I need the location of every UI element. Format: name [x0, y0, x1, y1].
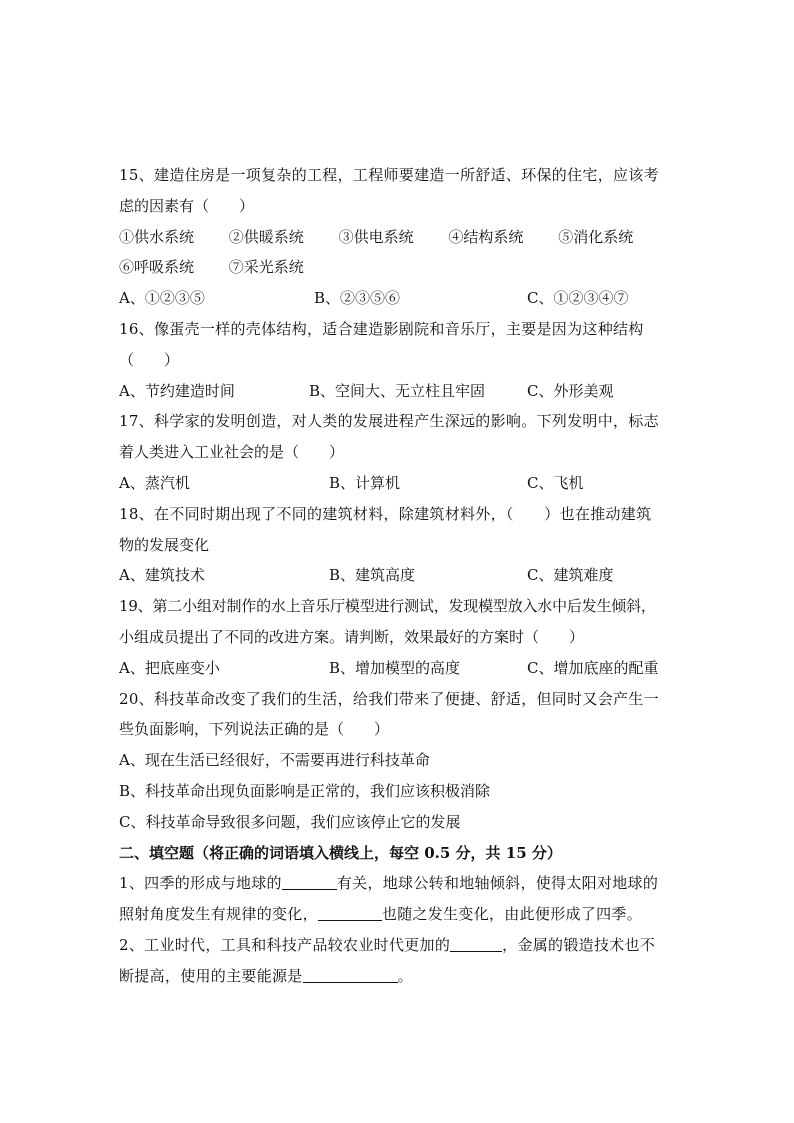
q19-options: [119, 653, 679, 684]
fill2-blank-1[interactable]: [450, 936, 502, 952]
fill2-line2: [119, 961, 679, 992]
q17-option-c: C、飞机: [527, 473, 584, 492]
q20-option-a: A、现在生活已经很好，不需要再进行科技革命: [119, 751, 430, 770]
fill2-line1: [119, 930, 679, 961]
q16-option-b: B、空间大、无立柱且牢固: [309, 381, 486, 400]
q16-option-c: C、外形美观: [527, 381, 614, 400]
q15-items-row2: [119, 252, 679, 283]
q15-item: ②供暖系统: [228, 227, 304, 246]
q19-option-c: C、增加底座的配重: [527, 658, 659, 677]
q18-options: [119, 560, 679, 591]
fill2-text: ，金属的锻造技术也不: [502, 935, 656, 954]
fill1-blank-2[interactable]: [318, 905, 382, 921]
q17-stem-line2: 着人类进入工业社会的是（ ）: [119, 443, 345, 462]
q15-options: [119, 283, 679, 314]
q17-stem-line1: 17、科学家的发明创造，对人类的发展进程产生深远的影响。下列发明中，标志: [119, 412, 659, 431]
fill2-text: 断提高，使用的主要能源是: [119, 966, 303, 985]
q15-stem-line2: 虑的因素有（ ）: [119, 196, 255, 215]
fill1-text: 也随之发生变化，由此便形成了四季。: [381, 905, 643, 924]
q15-item: ⑤消化系统: [558, 227, 634, 246]
fill1-text: 有关，地球公转和地轴倾斜，使得太阳对地球的: [336, 874, 659, 893]
q16-stem-line2: （ ）: [119, 350, 180, 369]
q18-option-b: B、建筑高度: [329, 566, 416, 585]
q20-stem-line2: 些负面影响，下列说法正确的是（ ）: [119, 720, 390, 739]
q15-item: ③供电系统: [338, 227, 414, 246]
fill1-blank-1[interactable]: [282, 874, 337, 890]
q18-stem-line1: 18、在不同时期出现了不同的建筑材料，除建筑材料外，（ ）也在推动建筑: [119, 504, 652, 523]
q15-item: ⑦采光系统: [228, 258, 304, 277]
fill2-blank-2[interactable]: [303, 967, 398, 983]
q15-option-b: B、②③⑤⑥: [314, 289, 401, 308]
q20-option-c: C、科技革命导致很多问题，我们应该停止它的发展: [119, 812, 461, 831]
q18-option-c: C、建筑难度: [527, 566, 614, 585]
fill2-text: 2、工业时代，工具和科技产品较农业时代更加的: [119, 935, 451, 954]
q16-stem-line1: 16、像蛋壳一样的壳体结构，适合建造影剧院和音乐厅，主要是因为这种结构: [119, 319, 644, 338]
fill1-text: 照射角度发生有规律的变化，: [119, 905, 318, 924]
q20-stem-line1: 20、科技革命改变了我们的生活，给我们带来了便捷、舒适，但同时又会产生一: [119, 689, 659, 708]
fill1-line2: [119, 899, 679, 930]
q15-item: ①供水系统: [119, 227, 195, 246]
q19-option-a: A、把底座变小: [119, 658, 220, 677]
q17-option-b: B、计算机: [329, 473, 401, 492]
fill1-text: 1、四季的形成与地球的: [119, 874, 282, 893]
q20-option-b: B、科技革命出现负面影响是正常的，我们应该积极消除: [119, 781, 491, 800]
q16-options: [119, 376, 679, 407]
q19-option-b: B、增加模型的高度: [329, 658, 461, 677]
q15-option-c: C、①②③④⑦: [527, 289, 629, 308]
q17-options: [119, 468, 679, 499]
fill1-line1: [119, 868, 679, 899]
q15-stem-line1: 15、建造住房是一项复杂的工程，工程师要建造一所舒适、环保的住宅，应该考: [119, 166, 659, 184]
q15-item: ④结构系统: [448, 227, 524, 246]
q18-option-a: A、建筑技术: [119, 566, 205, 585]
q15-item: ⑥呼吸系统: [119, 258, 195, 277]
q17-option-a: A、蒸汽机: [119, 473, 190, 492]
fill2-text: 。: [397, 966, 413, 985]
q16-option-a: A、节约建造时间: [119, 381, 235, 400]
q15-items-row1: [119, 222, 679, 253]
q15-option-a: A、①②③⑤: [119, 289, 205, 308]
q19-stem-line1: 19、第二小组对制作的水上音乐厅模型进行测试，发现模型放入水中后发生倾斜，: [119, 597, 656, 616]
q19-stem-line2: 小组成员提出了不同的改进方案。请判断，效果最好的方案时（ ）: [119, 627, 585, 646]
section-title-fill-in: 二、填空题（将正确的词语填入横线上，每空 0.5 分，共 15 分）: [119, 843, 562, 862]
q18-stem-line2: 物的发展变化: [119, 535, 210, 554]
exam-page: [119, 160, 679, 992]
